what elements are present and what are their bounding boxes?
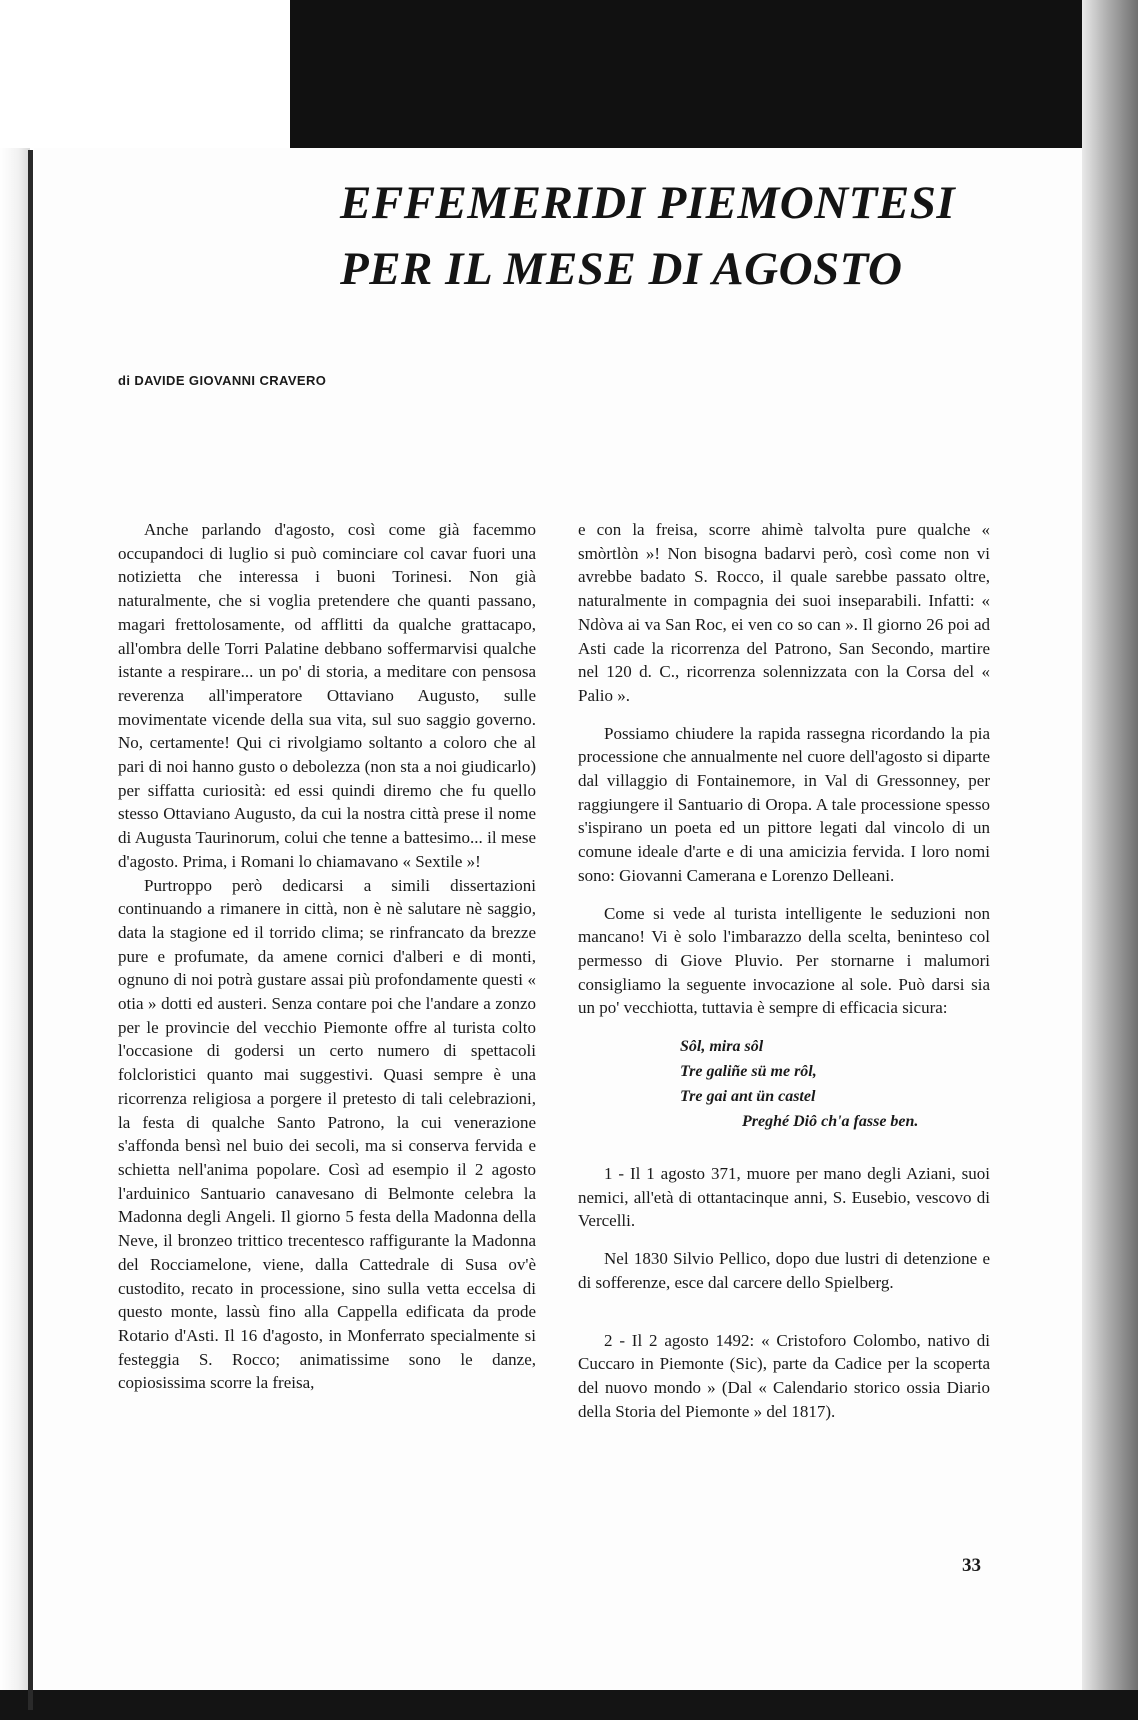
- calendar-entry-1b: Nel 1830 Silvio Pellico, dopo due lustri di detenzione e di sofferenze, esce dal carcere dello Spielberg.: [578, 1249, 990, 1292]
- left-column: [118, 518, 536, 1395]
- right-column: [578, 518, 990, 1423]
- sun-invocation-poem: [578, 1034, 990, 1134]
- scan-border-left: [0, 148, 30, 1720]
- poem-line: Tre gai ant ün castel: [680, 1088, 816, 1106]
- paragraph: Anche parlando d'agosto, così come già facemmo occupandoci di luglio si può cominciare col cavar fuori una notizietta che interessa i buoni Torinesi. Non già naturalmente, che si voglia pretendere che quanti passano, magari frettolosamente, od afflitti da qualche grattacapo, all'ombra delle Torri Palatine debbano soffermarvisi qualche istante a respirare... un po' di storia, a meditare con pensosa reverenza all'imperatore Ottaviano Augusto, sulle movimentate vicende della sua vita, sul suo saggio governo. No, certamente! Qui ci rivolgiamo soltanto a coloro che al pari di noi hanno gusto o debolezza (non sta a noi giudicarlo) per siffatta curiosità: ed essi quindi diremo che fu quello stesso Ottaviano Augusto, da cui la nostra città prese il nome di Augusta Taurinorum, colui che tenne a battesimo... il mese d'agosto. Prima, i Romani lo chiamavano « Sextile »!: [118, 520, 536, 871]
- article-title: [340, 170, 980, 302]
- poem-line: Tre galiñe sü me rôl,: [680, 1063, 817, 1081]
- title-line-2: PER IL MESE DI AGOSTO: [340, 243, 903, 295]
- scan-shadow-top: [290, 0, 1085, 148]
- poem-line: Sôl, mira sôl: [680, 1038, 764, 1056]
- scan-border-bottom: [0, 1690, 1138, 1720]
- article-byline: di DAVIDE GIOVANNI CRAVERO: [118, 373, 327, 388]
- paragraph: Purtroppo però dedicarsi a simili dissertazioni continuando a rimanere in città, non è nè salutare nè saggio, data la stagione ed il torrido clima; se rinfrancato da brezze pure e profumate, da amene cornici d'alberi e di monti, ognuno di noi potrà gustare assai più profondamente questi « otia » dotti ed austeri. Senza contare poi che l'andare a zonzo per le provincie del vecchio Piemonte offre al turista colto l'occasione di godersi un certo numero di spettacoli folcloristici quanto mai suggestivi. Quasi sempre è una ricorrenza religiosa a porgere il pretesto di tali celebrazioni, la festa di qualche Santo Patrono, la cui venerazione s'affonda bensì nel buio dei secoli, ma si conserva fervida e schietta nell'anima popolare. Così ad esempio il 2 agosto l'arduinico Santuario canavesano di Belmonte celebra la Madonna degli Angeli. Il giorno 5 festa della Madonna della Neve, il bronzeo trittico trecentesco raffigurante la Madonna del Rocciamelone, viene, dalla Cattedrale di Susa ov'è custodito, recato in processione, sino sulla vetta eccelsa di questo monte, lassù fino alla Cappella edificata da prode Rotario d'Asti. Il 16 d'agosto, in Monferrato specialmente si festeggia S. Rocco; animatissime sono le danze, copiosissima scorre la freisa,: [118, 875, 536, 1393]
- paragraph: Come si vede al turista intelligente le seduzioni non mancano! Vi è solo l'imbarazzo della scelta, beninteso col permesso di Giove Pluvio. Per stornarne i malumori consigliamo la seguente invocazione al sole. Può darsi sia un po' vecchiotta, tuttavia è sempre di efficacia sicura:: [578, 903, 990, 1018]
- calendar-entry-2: 2 - Il 2 agosto 1492: « Cristoforo Colombo, nativo di Cuccaro in Piemonte (Sic), parte da Cadice per la scoperta del nuovo mondo » (Dal « Calendario storico ossia Diario della Storia del Piemonte » del 1817).: [578, 1330, 990, 1421]
- page-number: 33: [962, 1555, 981, 1576]
- page-binding-edge: [28, 150, 33, 1710]
- title-line-1: EFFEMERIDI PIEMONTESI: [340, 177, 956, 229]
- calendar-entry-1: 1 - Il 1 agosto 371, muore per mano degli Aziani, suoi nemici, all'età di ottantacinque anni, S. Eusebio, vescovo di Vercelli.: [578, 1164, 990, 1231]
- scan-border-right: [1082, 0, 1138, 1720]
- paragraph: Possiamo chiudere la rapida rassegna ricordando la pia processione che annualmente nel cuore dell'agosto si diparte dal villaggio di Fontainemore, in Val di Gressonney, per raggiungere il Santuario di Oropa. A tale processione spesso s'ispirano un poeta ed un pittore legati dal vincolo di un comune ideale d'arte e di una amicizia fervida. I loro nomi sono: Giovanni Camerana e Lorenzo Delleani.: [578, 723, 990, 885]
- poem-line: Preghé Diô ch'a fasse ben.: [742, 1113, 919, 1131]
- paragraph-continued: e con la freisa, scorre ahimè talvolta pure qualche « smòrtlòn »! Non bisogna badarvi però, così come non vi avrebbe badato S. Rocco, il quale sarebbe passato oltre, naturalmente in compagnia dei suoi inseparabili. Infatti: « Ndòva ai va San Roc, ei ven co so can ». Il giorno 26 poi ad Asti cade la ricorrenza del Patrono, San Secondo, martire nel 120 d. C., ricorrenza solennizzata con la Corsa del « Palio ».: [578, 520, 990, 705]
